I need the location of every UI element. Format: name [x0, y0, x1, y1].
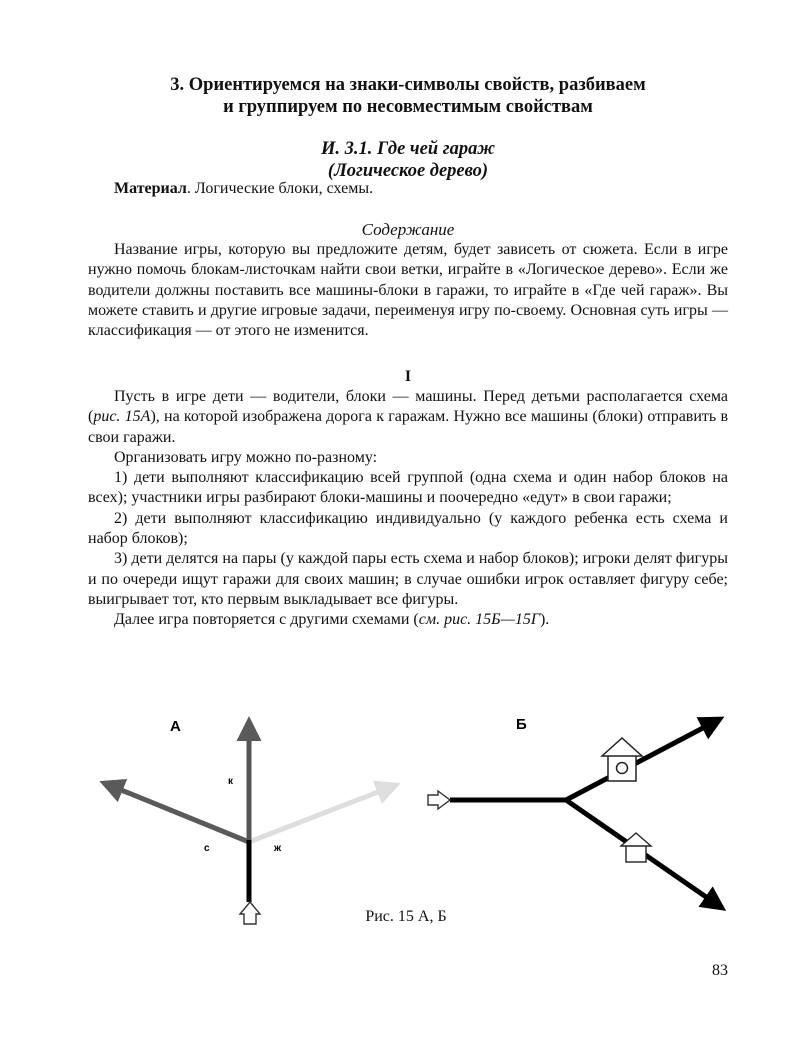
content-heading: Содержание — [361, 220, 455, 239]
branch-k-label: к — [228, 776, 234, 787]
page-number: 83 — [712, 962, 728, 979]
branch-s-label: с — [204, 843, 210, 854]
paragraph-1-before: Пусть в игре дети — водители, блоки — машины. Перед детьми располагается схема ( — [88, 388, 728, 426]
part-roman-numeral: I — [404, 368, 412, 385]
section-title-line-1: 3. Ориентируемся на знаки-символы свойств, разбиваем — [170, 75, 646, 95]
entry-arrow-icon-b — [428, 791, 450, 809]
paragraph-last-after: ). — [539, 611, 550, 629]
branch-upper-line — [566, 719, 720, 800]
list-item-3: 3) дети делятся на пары (у каждой пары есть схема и набор блоков); игроки делят фигуры и по очереди ищут гаражи для своих машин; в случае ошибки игрок оставляет фигуру себе; выигрывает тот, кто первым выкладывает все фигуры. — [88, 550, 728, 608]
paragraph-last-before: Далее игра повторяется с другими схемами ( — [114, 611, 419, 629]
paragraph-1-after: ), на которой изображена дорога к гаражам. Нужно все машины (блоки) отправить в свои гаражи. — [88, 408, 729, 446]
branch-right-line — [249, 785, 396, 842]
list-item-1: 1) дети выполняют классификацию всей группой (одна схема и один набор блоков на всех); участники игры разбирают блоки-машины и поочередно «едут» в свои гаражи; — [88, 469, 728, 507]
figure-b-label: Б — [516, 716, 527, 733]
list-item-2: 2) дети выполняют классификацию индивидуально (у каждого ребенка есть схема и набор блоков); — [88, 509, 728, 548]
paragraph-1-ref: рис. 15А — [93, 408, 151, 426]
figure-a-label: А — [170, 718, 181, 735]
garage-circle-icon — [602, 738, 642, 781]
paragraph-last-ref: см. рис. 15Б—15Г — [418, 611, 540, 629]
garage-square-icon — [621, 833, 651, 862]
material-text: . Логические блоки, схемы. — [186, 180, 374, 197]
section-title-line-2: и группируем по несовместимым свойствам — [223, 97, 593, 117]
paragraph-2: Организовать игру можно по-разному: — [114, 448, 378, 466]
game-title-line-2: (Логическое дерево) — [327, 161, 489, 181]
game-title-line-1: И. 3.1. Где чей гараж — [321, 139, 495, 159]
intro-paragraph: Название игры, которую вы предложите детям, будет зависеть от сюжета. Если в игре нужно помочь блокам-листочкам найти свои ветки, играйте в «Логическое дерево». Если же водители должны поставить все машины-блоки в гаражи, то играйте в «Где чей гараж». Вы можете ставить и другие игровые задачи, переименуя игру по-своему. Основная суть игры — классификация — от этого не изменится. — [88, 241, 728, 340]
branch-left-line — [104, 783, 249, 842]
material-label: Материал — [114, 180, 187, 197]
branch-zh-label: ж — [274, 843, 282, 854]
entry-arrow-icon-a — [240, 902, 260, 924]
figure-caption: Рис. 15 А, Б — [365, 908, 447, 925]
